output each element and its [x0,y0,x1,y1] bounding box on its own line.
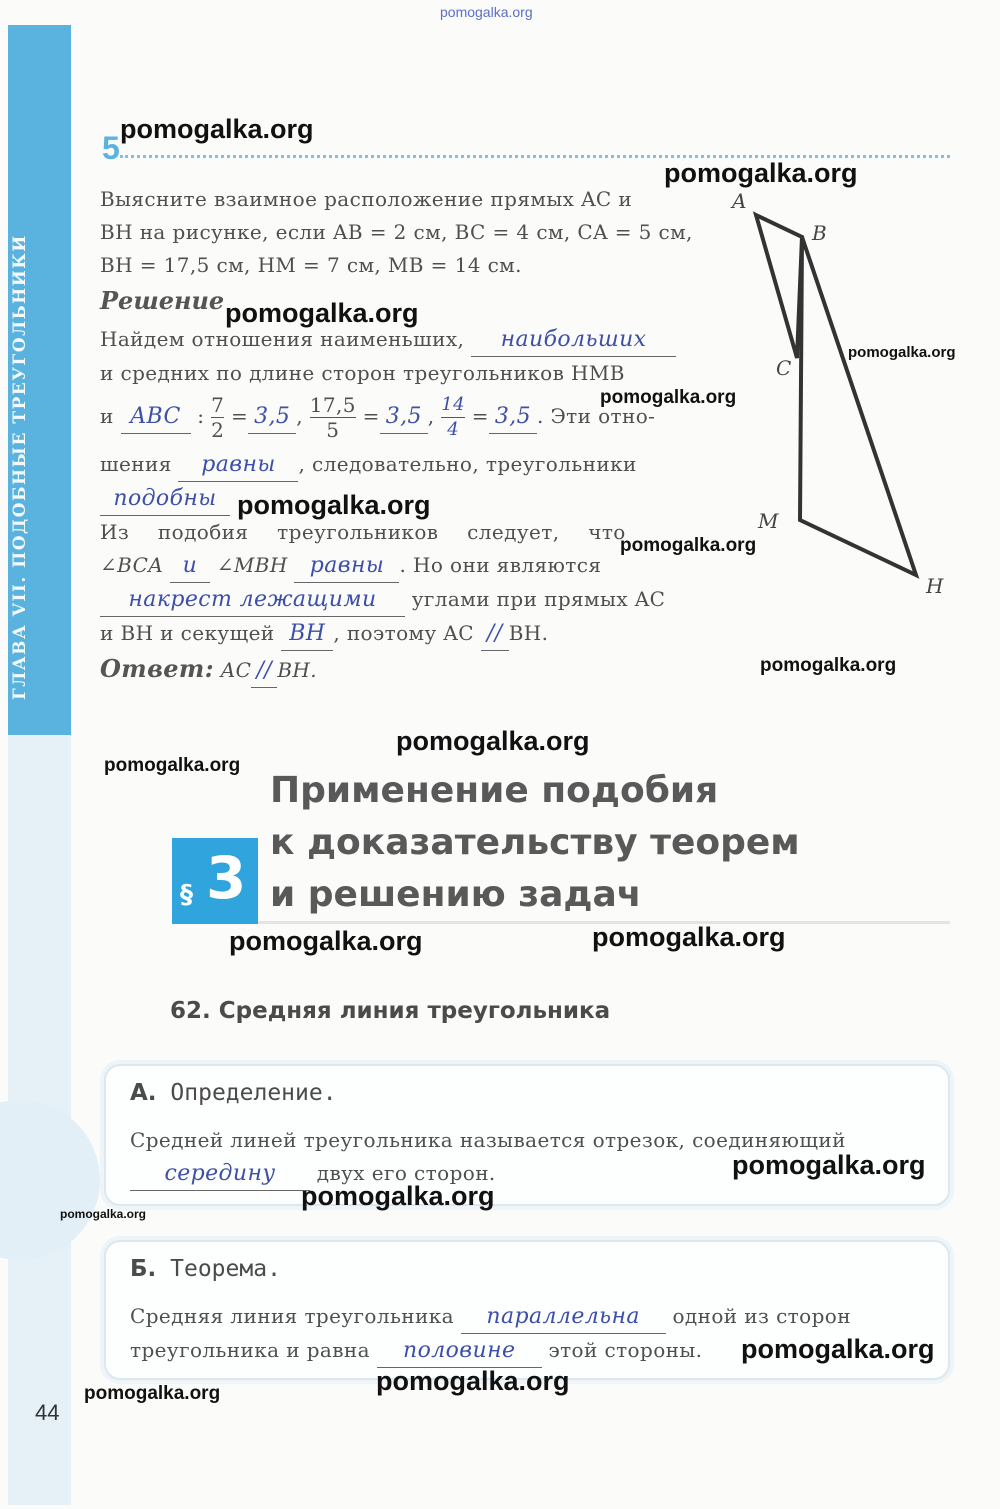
solution-line-4 [100,448,710,482]
section-title-line: и решению задач [270,874,642,915]
handwritten-answer: и [170,549,210,583]
solution-text: углами при прямых AC [411,587,666,611]
watermark: pomogalka.org [664,158,858,188]
theorem-heading [130,1256,281,1282]
definition-head-text: Определение. [170,1080,337,1106]
subsection-title: 62. Средняя линия треугольника [170,998,611,1024]
fraction: $\frac{14}{4}$ [441,394,466,440]
solution-text: и [100,404,114,428]
solution-line-3: и ABC : $\frac{7}{2}$ = 3,5 , $\frac{17,5}{5}$ = 3,5 , $\frac{14}{4}$ = 3,5 . Эти отно- [100,393,656,442]
handwritten-answer: середину [130,1157,310,1191]
handwritten-answer: половине [377,1334,542,1368]
watermark: pomogalka.org [848,344,956,361]
solution-text: , поэтому AC [333,621,474,645]
triangle-hmb [800,237,916,575]
handwritten-answer: ABC [121,400,191,434]
task-line-3: BH = 17,5 см, HM = 7 см, MB = 14 см. [100,253,522,277]
watermark: pomogalka.org [84,1383,221,1404]
section-title-line: к доказательству теорем [270,822,800,863]
solution-text: . Но они являются [399,553,602,577]
solution-line-2: и средних по длине сторон треугольников HMB [100,361,625,385]
answer-line [100,652,317,688]
watermark: pomogalka.org [229,926,423,956]
handwritten-answer: наибольших [471,323,676,357]
label-m: M [758,509,779,533]
watermark: pomogalka.org [301,1181,495,1211]
task-line-1: Выясните взаимное расположение прямых AC и [100,187,633,211]
definition-letter: А. [130,1080,157,1106]
handwritten-answer: BH [281,617,333,651]
fraction: $\frac{17,5}{5}$ [309,393,356,442]
definition-line-1: Средней линей треугольника называется отрезок, соединяющий [130,1128,846,1152]
watermark: pomogalka.org [225,298,419,328]
definition-card [104,1064,950,1206]
theorem-head-text: Теорема. [170,1256,281,1282]
header-watermark: pomogalka.org [440,4,533,20]
handwritten-answer: // [251,654,277,688]
task-line-2: BH на рисунке, если AB = 2 см, BC = 4 см, CA = 5 см, [100,220,693,244]
watermark: pomogalka.org [592,922,786,952]
handwritten-answer: 3,5 [248,400,296,434]
label-c: C [776,356,792,380]
watermark: pomogalka.org [120,114,314,144]
watermark: pomogalka.org [104,755,241,776]
watermark: pomogalka.org [620,535,757,556]
fraction: $\frac{7}{2}$ [211,393,225,442]
section-title-line: Применение подобия [270,770,719,811]
solution-line-8 [100,583,710,617]
angle-bca: ∠BCA [100,553,164,577]
solution-heading: Решение [100,286,225,315]
label-b: B [812,221,827,245]
decorative-circle [0,1100,100,1260]
solution-text: Найдем отношения наименьших, [100,327,465,351]
handwritten-answer: параллельна [461,1300,666,1334]
solution-text: и BH и секущей [100,621,275,645]
solution-text: , следовательно, треугольники [298,452,637,476]
watermark: pomogalka.org [376,1366,570,1396]
solution-text: шения [100,452,172,476]
handwritten-answer: 3,5 [380,400,428,434]
handwritten-answer: равны [294,549,399,583]
theorem-text: одной из сторон [672,1304,851,1328]
theorem-letter: Б. [130,1256,157,1282]
theorem-text: треугольника и равна [130,1338,370,1362]
solution-line-9 [100,617,710,651]
chapter-label: ГЛАВА VII. ПОДОБНЫЕ ТРЕУГОЛЬНИКИ [10,234,30,700]
theorem-text: Средняя линия треугольника [130,1304,454,1328]
task-statement [100,183,710,282]
angle-mbh: ∠MBH [216,553,288,577]
watermark: pomogalka.org [760,655,897,676]
handwritten-answer: 3,5 [489,400,537,434]
section-symbol: § [180,880,193,910]
watermark: pomogalka.org [732,1150,926,1180]
answer-text: BH. [277,658,318,682]
solution-line-6: Из подобия треугольников следует, что [100,520,626,544]
theorem-text: этой стороны. [548,1338,703,1362]
watermark: pomogalka.org [600,387,737,408]
watermark: pomogalka.org [237,490,431,520]
section-number: 3 [206,844,247,912]
solution-text: . Эти отно- [536,404,656,428]
watermark: pomogalka.org [741,1334,935,1364]
solution-text: BH. [508,621,549,645]
triangle-abc [756,215,802,358]
label-a: A [732,189,747,213]
theorem-line-1 [130,1300,930,1334]
definition-heading [130,1080,337,1106]
handwritten-answer: подобны [100,482,230,516]
label-h: H [926,574,944,598]
task-number: 5 [102,130,120,166]
definition-text: двух его сторон. [316,1161,496,1185]
solution-line-7 [100,549,710,583]
watermark: pomogalka.org [60,1207,147,1221]
section-badge [172,838,258,924]
handwritten-answer: накрест лежащими [100,583,405,617]
watermark: pomogalka.org [396,726,590,756]
section-title [270,765,800,921]
answer-heading: Ответ: [100,654,214,683]
handwritten-answer: // [481,617,509,651]
handwritten-answer: равны [178,448,298,482]
page-number: 44 [35,1400,60,1425]
answer-text: AC [220,658,252,682]
